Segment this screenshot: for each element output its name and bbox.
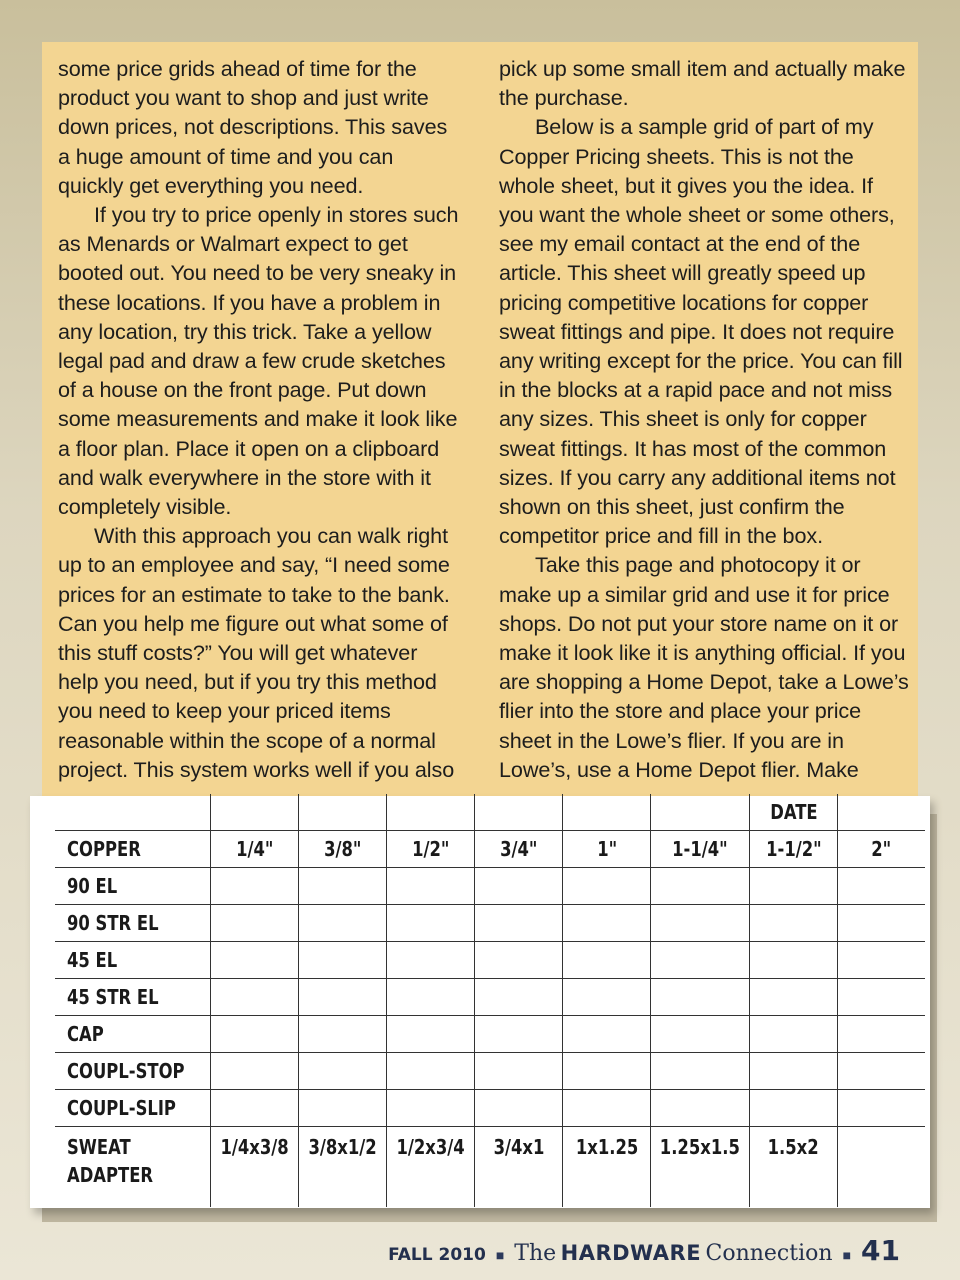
price-cell: [651, 1090, 750, 1127]
size-header: 3/4": [475, 831, 563, 868]
size-header: 1/4": [211, 831, 299, 868]
price-cell: [563, 979, 651, 1016]
adapter-size-cell: 1/2x3/4: [387, 1127, 475, 1208]
table-row: [55, 1016, 925, 1053]
fitting-label: 45 STR EL: [55, 979, 211, 1016]
copper-header: COPPER: [55, 831, 211, 868]
price-cell: [211, 1016, 299, 1053]
price-cell: [299, 868, 387, 905]
price-cell: [387, 942, 475, 979]
adapter-size-cell: 1.5x2: [750, 1127, 838, 1208]
table-row: [55, 942, 925, 979]
price-cell: [563, 905, 651, 942]
bullet-icon: ■: [842, 1247, 852, 1263]
price-cell: [475, 1053, 563, 1090]
paragraph: With this approach you can walk right up to an employee and say, “I need some prices for an estimate to take to the bank. Can you help me figure out what some of this stuff costs?” You will get whatever help you need, but if you try this method you need to keep your priced items reasonable within the scope of a normal project. This system works well if you also: [58, 523, 455, 782]
paragraph: Take this page and photocopy it or make up a similar grid and use it for price shops. Do not put your store name on it or make it look like it is anything official. If you are shopping a Home Depot, take a Lowe’s flier into the store and place your price sheet in the Lowe’s flier. If you are in Lowe’s, use a Home Depot flier. Make: [499, 552, 909, 782]
price-cell: [299, 1090, 387, 1127]
paragraph: some price grids ahead of time for the product you want to shop and just write down prices, not descriptions. This saves a huge amount of time and you can quickly get everything you need.: [58, 56, 448, 198]
pricing-table: [55, 794, 925, 1207]
adapter-size-cell: 1.25x1.5: [651, 1127, 750, 1208]
table-row: [55, 1127, 925, 1208]
price-cell: [838, 868, 926, 905]
price-cell: [750, 1090, 838, 1127]
fitting-label: COUPL-SLIP: [55, 1090, 211, 1127]
page-footer: [388, 1234, 900, 1270]
price-cell: [651, 1016, 750, 1053]
page-number: 41: [861, 1234, 900, 1267]
price-cell: [838, 905, 926, 942]
price-cell: [838, 1016, 926, 1053]
paragraph: If you try to price openly in stores such as Menards or Walmart expect to get booted out. You need to be very sneaky in these locations. If you have a problem in any location, try this trick. Take a yellow legal pad and draw a few crude sketches of a house on the front page. Put down some measurements and make it look like a floor plan. Place it open on a clipboard and walk everywhere in the store with it completely visible.: [58, 202, 459, 520]
price-cell: [299, 979, 387, 1016]
table-row: [55, 868, 925, 905]
price-cell: [387, 905, 475, 942]
magazine-title: The HARDWARE Connection: [514, 1241, 833, 1266]
price-cell: [211, 942, 299, 979]
paragraph: pick up some small item and actually make the purchase.: [499, 56, 906, 111]
adapter-size-cell: 1x1.25: [563, 1127, 651, 1208]
price-cell: [563, 942, 651, 979]
price-cell: [750, 979, 838, 1016]
price-cell: [750, 905, 838, 942]
price-cell: [563, 1053, 651, 1090]
price-cell: [387, 1053, 475, 1090]
adapter-size-cell: 3/8x1/2: [299, 1127, 387, 1208]
price-cell: [387, 979, 475, 1016]
price-cell: [750, 868, 838, 905]
price-cell: [299, 1053, 387, 1090]
adapter-size-cell: 1/4x3/8: [211, 1127, 299, 1208]
price-cell: [475, 1090, 563, 1127]
size-header: 2": [838, 831, 926, 868]
price-cell: [750, 1053, 838, 1090]
article-left-column: [58, 54, 463, 784]
fitting-label: 90 STR EL: [55, 905, 211, 942]
price-cell: [838, 1090, 926, 1127]
size-header: 1/2": [387, 831, 475, 868]
price-cell: [651, 979, 750, 1016]
copper-pricing-grid: [30, 796, 930, 1208]
paragraph: Below is a sample grid of part of my Copper Pricing sheets. This is not the whole sheet, but it gives you the idea. If you want the whole sheet or some others, see my email contact at the end of the article. This sheet will greatly speed up pricing competitive locations for copper sweat fittings and pipe. It does not require any writing except for the price. You can fill in the blocks at a rapid pace and not miss any sizes. This sheet is only for copper sweat fittings. It has most of the common sizes. If you carry any additional items not shown on this sheet, just confirm the competitor price and fill in the box.: [499, 114, 903, 549]
price-cell: [651, 868, 750, 905]
adapter-size-cell: [838, 1127, 926, 1208]
size-header: 3/8": [299, 831, 387, 868]
price-cell: [563, 1016, 651, 1053]
fitting-label: COUPL-STOP: [55, 1053, 211, 1090]
size-header: 1-1/2": [750, 831, 838, 868]
table-row: [55, 1053, 925, 1090]
price-cell: [475, 942, 563, 979]
fitting-label: CAP: [55, 1016, 211, 1053]
issue-season: FALL 2010: [388, 1245, 486, 1265]
price-cell: [563, 868, 651, 905]
price-cell: [299, 942, 387, 979]
adapter-size-cell: 3/4x1: [475, 1127, 563, 1208]
price-cell: [651, 905, 750, 942]
price-cell: [475, 1016, 563, 1053]
price-cell: [211, 979, 299, 1016]
table-row: [55, 905, 925, 942]
price-cell: [475, 979, 563, 1016]
header-row: [55, 831, 925, 868]
price-cell: [299, 905, 387, 942]
size-header: 1": [563, 831, 651, 868]
price-cell: [563, 1090, 651, 1127]
price-cell: [299, 1016, 387, 1053]
size-header: 1-1/4": [651, 831, 750, 868]
table-row: [55, 1090, 925, 1127]
price-cell: [475, 905, 563, 942]
price-cell: [211, 1053, 299, 1090]
fitting-label: 45 EL: [55, 942, 211, 979]
fitting-label: SWEAT ADAPTER: [55, 1127, 211, 1208]
price-cell: [750, 942, 838, 979]
table-row: [55, 979, 925, 1016]
price-cell: [651, 942, 750, 979]
price-cell: [475, 868, 563, 905]
price-cell: [387, 1016, 475, 1053]
price-cell: [750, 1016, 838, 1053]
article-box: [42, 42, 918, 842]
price-cell: [387, 868, 475, 905]
bullet-icon: ■: [495, 1247, 505, 1263]
price-cell: [211, 1090, 299, 1127]
fitting-label: 90 EL: [55, 868, 211, 905]
price-cell: [838, 1053, 926, 1090]
price-cell: [651, 1053, 750, 1090]
date-row: [55, 794, 925, 831]
price-cell: [211, 868, 299, 905]
price-cell: [387, 1090, 475, 1127]
price-cell: [211, 905, 299, 942]
price-cell: [838, 942, 926, 979]
article-right-column: [499, 54, 909, 784]
date-label: DATE: [750, 794, 838, 831]
price-cell: [838, 979, 926, 1016]
